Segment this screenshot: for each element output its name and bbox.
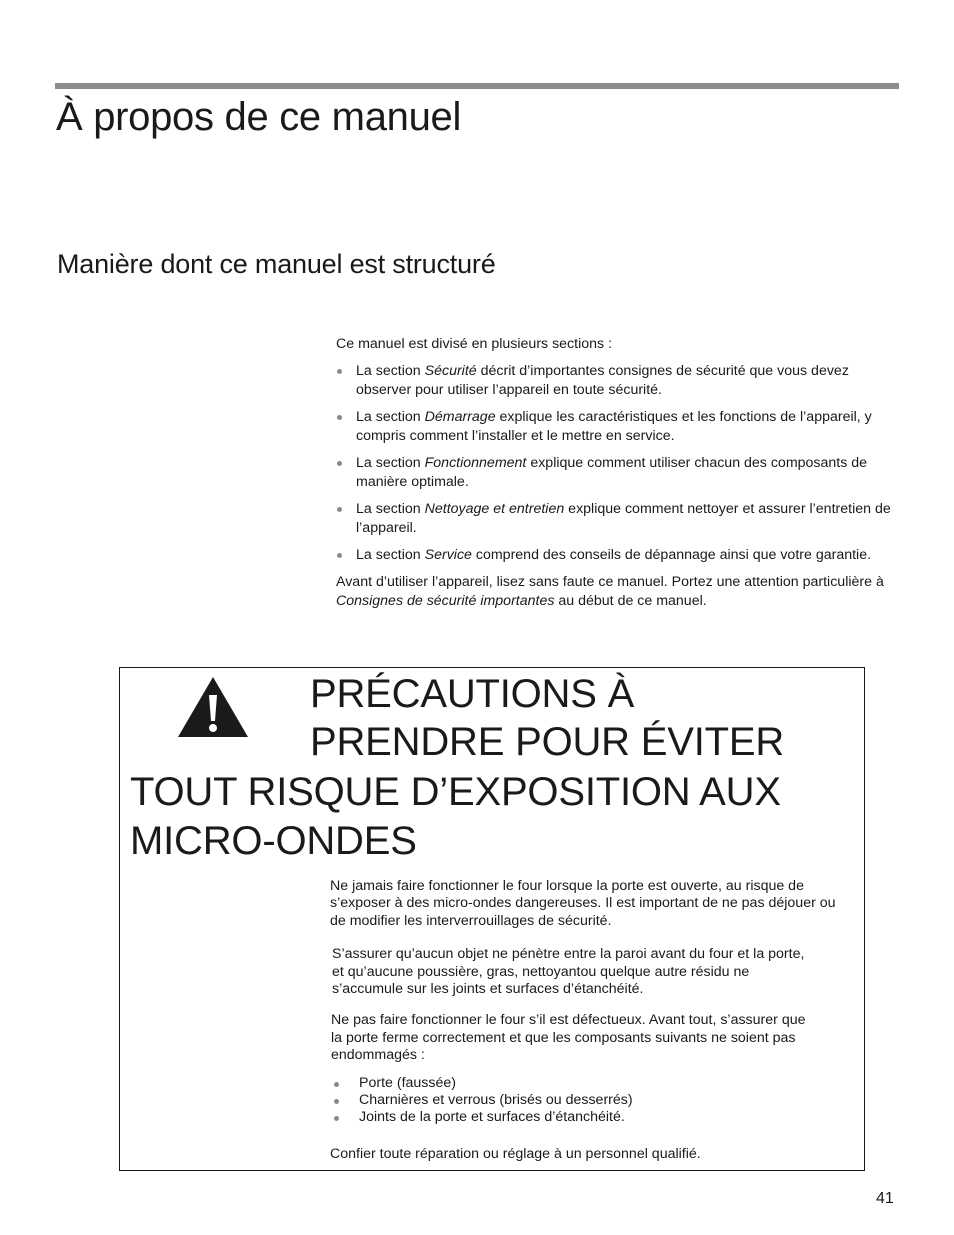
warning-paragraph: Ne pas faire fonctionner le four s’il est défectueux. Avant tout, s’assurer que la porte ferme correctement et que les composants suivants ne soient pas endommagés : — [331, 1012, 806, 1064]
manual-structure-content — [336, 335, 896, 611]
bullet-icon — [334, 1116, 339, 1121]
bullet-icon — [334, 1082, 339, 1087]
warning-title-line: PRÉCAUTIONS À — [310, 672, 635, 716]
list-item: La section Fonctionnement explique comment utiliser chacun des composants de manière optimale. — [336, 454, 896, 492]
bullet-icon — [337, 415, 342, 420]
list-item: La section Service comprend des conseils de dépannage ainsi que votre garantie. — [336, 546, 896, 565]
warning-list — [330, 1075, 850, 1127]
warning-title-line: TOUT RISQUE D’EXPOSITION AUX — [130, 770, 781, 814]
bullet-icon — [334, 1099, 339, 1104]
warning-paragraph: Confier toute réparation ou réglage à un personnel qualifié. — [330, 1145, 701, 1162]
warning-title — [120, 668, 866, 868]
warning-paragraph: Ne jamais faire fonctionner le four lorsque la porte est ouverte, au risque de s’exposer à des micro-ondes dangereuses. Il est important de ne pas déjouer ou de modifier les interverrouillages de sécurité. — [330, 878, 836, 929]
closing-text: Avant d’utiliser l’appareil, lisez sans faute ce manuel. Portez une attention particulière à Consignes de sécurité importantes au début de ce manuel. — [336, 574, 884, 609]
bullet-icon — [337, 507, 342, 512]
warning-body — [330, 878, 850, 1163]
list-item: La section Démarrage explique les caractéristiques et les fonctions de l’appareil, y compris comment l’installer et le mettre en service. — [336, 408, 896, 446]
list-item: Joints de la porte et surfaces d’étanchéité. — [330, 1109, 850, 1126]
warning-title-line: MICRO-ONDES — [130, 819, 417, 863]
bullet-icon — [337, 369, 342, 374]
warning-paragraph: S’assurer qu’aucun objet ne pénètre entre la paroi avant du four et la porte, et qu’aucune poussière, gras, nettoyantou quelque autre résidu ne s’accumule sur les joints et surfaces d’étanchéité. — [332, 946, 805, 998]
section-title: Manière dont ce manuel est structuré — [57, 249, 496, 279]
list-item: La section Sécurité décrit d’importantes consignes de sécurité que vous devez observer pour utiliser l’appareil en toute sécurité. — [336, 362, 896, 400]
page-number: 41 — [876, 1190, 894, 1207]
list-item: La section Nettoyage et entretien explique comment nettoyer et assurer l’entretien de l’appareil. — [336, 500, 896, 538]
sections-list — [336, 362, 896, 565]
bullet-icon — [337, 553, 342, 558]
warning-title-line: PRENDRE POUR ÉVITER — [310, 720, 785, 764]
list-item: Porte (faussée) — [330, 1075, 850, 1092]
microwave-warning-box — [119, 667, 865, 1171]
top-rule — [55, 83, 899, 89]
page-title: À propos de ce manuel — [56, 95, 462, 139]
list-item: Charnières et verrous (brisés ou desserrés) — [330, 1092, 850, 1109]
intro-text: Ce manuel est divisé en plusieurs sections : — [336, 336, 613, 352]
bullet-icon — [337, 461, 342, 466]
